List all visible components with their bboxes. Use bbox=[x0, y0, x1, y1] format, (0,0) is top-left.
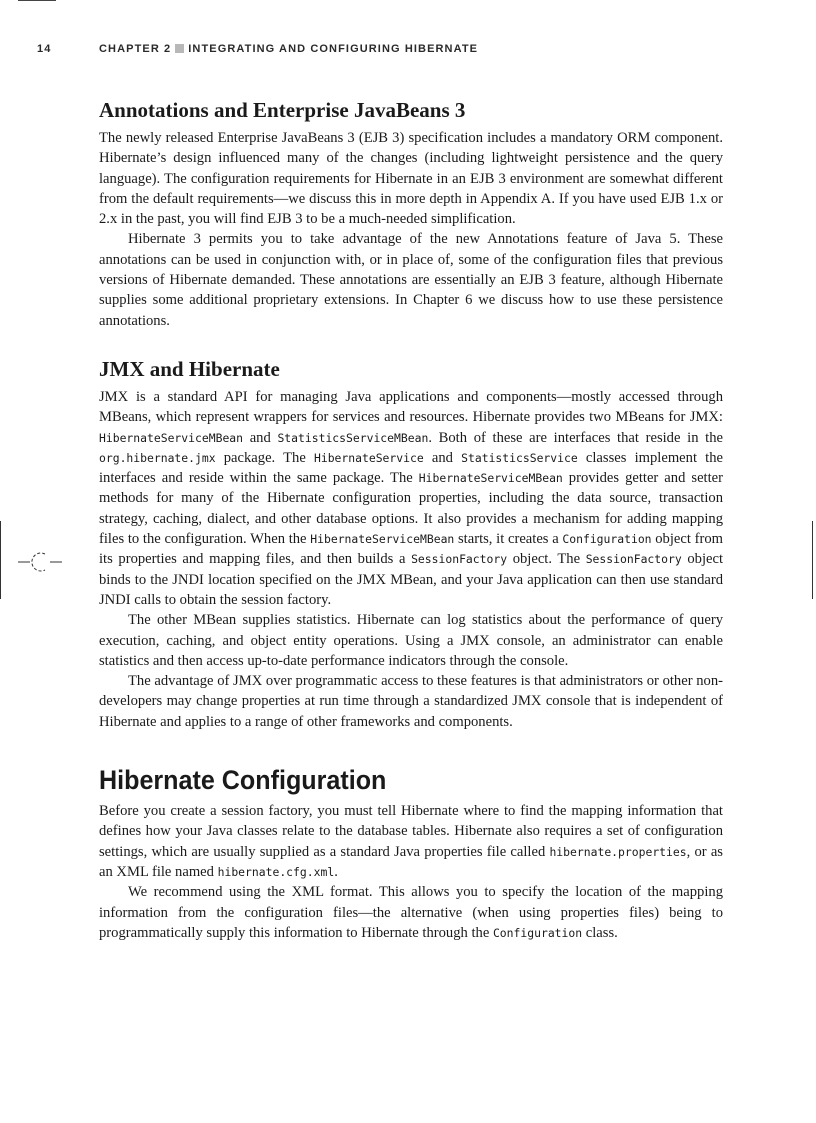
text-run: We recommend using the XML format. This allows you to specify the location of the mapping information from the configuration files—the alternative (when using properties files) being to programmatically supply this information to Hibernate through the bbox=[99, 884, 723, 941]
section-title-jmx: JMX and Hibernate bbox=[99, 356, 280, 381]
code-term: SessionFactory bbox=[585, 552, 682, 567]
text-run: object from its properties and mapping files, and then builds a bbox=[99, 531, 723, 568]
text-run: . bbox=[334, 863, 338, 880]
text-run: and bbox=[423, 449, 462, 466]
code-term: HibernateService bbox=[313, 450, 424, 465]
text-run: Before you create a session factory, you must tell Hibernate where to find the mapping information that defines how your Java classes relate to the database tables. Hibernate also requires a set of configuration settings, which are usually supplied as a standard Java properties file called bbox=[99, 803, 723, 860]
running-header bbox=[37, 43, 737, 59]
chapter-label: CHAPTER 2 bbox=[99, 43, 172, 55]
code-term: StatisticsServiceMBean bbox=[277, 430, 429, 445]
jmx-paragraph-2: The other MBean supplies statistics. Hibernate can log statistics about the performance of query execution, caching, and object entity operations. Using a JMX console, an administrator can enable statistics and then access up-to-date performance indicators through the console. bbox=[99, 612, 723, 669]
text-run: classes implement the interfaces and reside within the same package. The bbox=[99, 449, 724, 487]
jmx-paragraph-1 bbox=[99, 387, 723, 610]
chapter-title: INTEGRATING AND CONFIGURING HIBERNATE bbox=[188, 43, 479, 55]
config-paragraph-2 bbox=[99, 882, 723, 943]
code-term: Configuration bbox=[562, 532, 652, 547]
chapter-heading bbox=[99, 43, 478, 55]
code-term: HibernateServiceMBean bbox=[99, 430, 244, 445]
ejb-paragraph-1: The newly released Enterprise JavaBeans 3 (EJB 3) specification includes a mandatory ORM component. Hibernate’s design influenced many of the changes (including lightweight persistence and the query language). The configuration requirements for Hibernate in an EJB 3 environment are somewhat different from the default requirements—we discuss this in more depth in Appendix A. If you have used EJB 1.x or 2.x in the past, you will find EJB 3 to be a much-needed simplification. bbox=[99, 130, 723, 228]
crop-mark-top bbox=[18, 0, 56, 1]
text-run: . Both of these are interfaces that reside in the bbox=[428, 429, 723, 446]
code-term: org.hibernate.jmx bbox=[99, 450, 216, 465]
code-term: hibernate.cfg.xml bbox=[217, 864, 335, 879]
text-run: object binds to the JNDI location specified on the JMX MBean, and your Java application can then use standard JNDI calls to obtain the session factory. bbox=[99, 551, 724, 608]
crop-mark-right bbox=[812, 521, 813, 599]
code-term: hibernate.properties bbox=[549, 844, 687, 859]
text-run: , or as an XML file named bbox=[99, 843, 723, 880]
text-run: JMX is a standard API for managing Java applications and components—mostly accessed through MBeans, which represent wrappers for services and resources. Hibernate provides two MBeans for JMX: bbox=[99, 388, 723, 426]
ejb-paragraph-2: Hibernate 3 permits you to take advantage of the new Annotations feature of Java 5. These annotations can be used in conjunction with, or in place of, some of the configuration files that previous versions of Hibernate demanded. These annotations are essentially an EJB 3 feature, although Hibernate supplies some additional proprietary extensions. In Chapter 6 we discuss how to use these persistence annotations. bbox=[99, 231, 723, 329]
jmx-paragraph-3: The advantage of JMX over programmatic access to these features is that administrators or other non-developers may change properties at run time through a standardized JMX console that is independent of Hibernate and applies to a range of other frameworks and components. bbox=[99, 673, 723, 730]
text-run: and bbox=[243, 429, 278, 446]
code-term: Configuration bbox=[492, 925, 583, 940]
text-run: object. The bbox=[507, 551, 586, 568]
separator-square-icon bbox=[175, 44, 184, 53]
code-term: HibernateServiceMBean bbox=[310, 532, 455, 547]
code-term: SessionFactory bbox=[411, 552, 508, 567]
text-run: package. The bbox=[215, 449, 314, 466]
code-term: HibernateServiceMBean bbox=[418, 471, 563, 486]
config-paragraph-1 bbox=[99, 801, 723, 882]
text-run: starts, it creates a bbox=[454, 531, 563, 548]
page-number: 14 bbox=[37, 43, 52, 55]
page-body bbox=[99, 96, 723, 943]
section-title-configuration: Hibernate Configuration bbox=[99, 765, 387, 796]
code-term: StatisticsService bbox=[461, 450, 578, 465]
text-run: class. bbox=[582, 924, 618, 941]
crop-mark-left bbox=[0, 521, 1, 599]
section-title-ejb: Annotations and Enterprise JavaBeans 3 bbox=[99, 98, 466, 122]
text-run: provides getter and setter methods for many of the Hibernate configuration properties, including the data source, transaction strategy, caching, dialect, and other database options. It also provides a mechanism for adding mapping files to the configuration. When the bbox=[99, 470, 724, 548]
registration-mark-icon bbox=[18, 550, 64, 574]
